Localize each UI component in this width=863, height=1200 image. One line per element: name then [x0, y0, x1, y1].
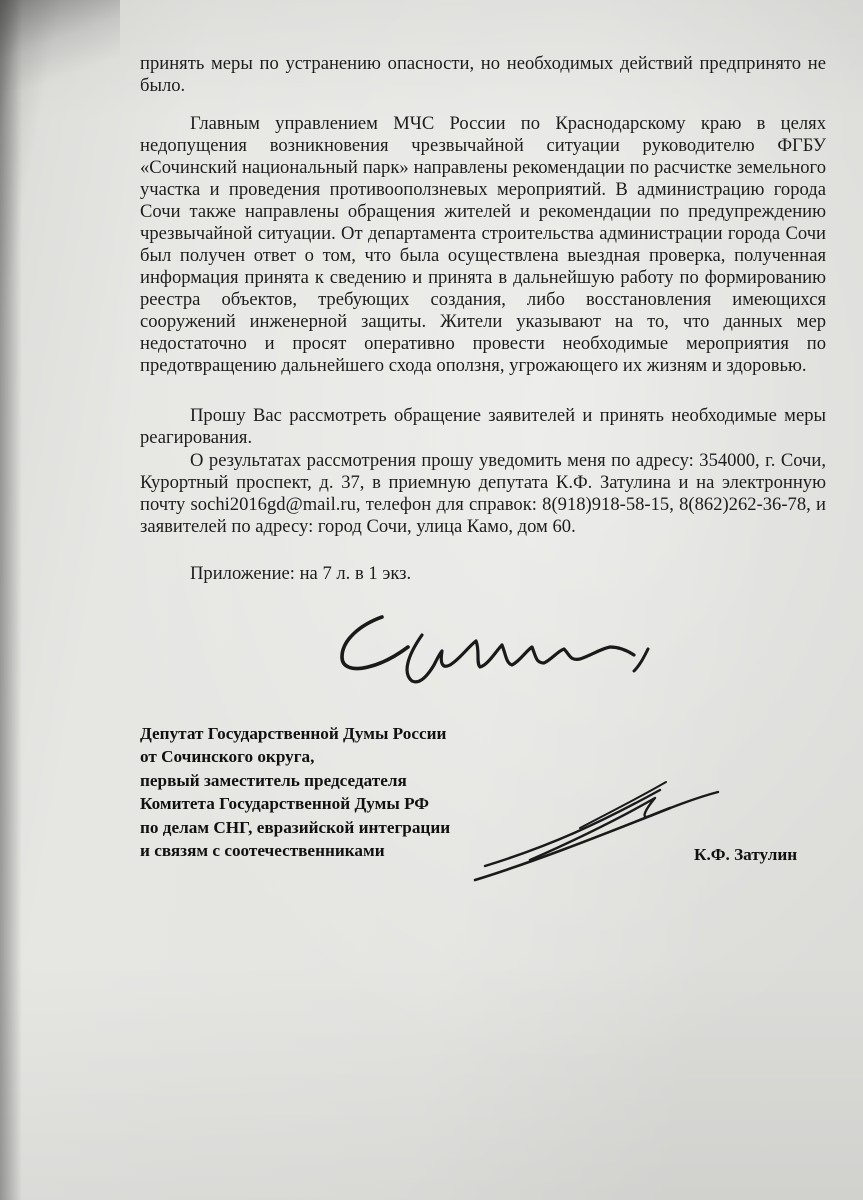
handwritten-signature — [470, 768, 730, 893]
paragraph-text: Прошу Вас рассмотреть обращение заявителей и принять необходимые меры реагирования. — [140, 405, 826, 448]
signatory-position — [140, 722, 520, 862]
position-line: Депутат Государственной Думы России — [140, 724, 447, 743]
letter-paragraph-4 — [140, 450, 826, 538]
corner-shadow — [0, 0, 120, 90]
letter-paragraph-2 — [140, 113, 826, 377]
position-line: и связям с соотечественниками — [140, 841, 385, 861]
page-edge-shadow — [0, 0, 22, 1200]
position-line: от Сочинского округа, — [140, 747, 315, 767]
attachment-note: Приложение: на 7 л. в 1 экз. — [190, 563, 412, 584]
paragraph-text: О результатах рассмотрения прошу уведомить меня по адресу: 354000, г. Сочи, Курортный проспект, д. 37, в приемную депутата К.Ф. Затулина и на электронную почту sochi2016gd@mail.ru, телефон для справок: 8(918)918-58-15, 8(862)262-36-78, и заявителей по адресу: город Сочи, улица Камо, дом 60. — [140, 450, 826, 537]
position-line: первый заместитель председателя — [140, 770, 407, 790]
paragraph-text: Главным управлением МЧС России по Краснодарскому краю в целях недопущения возникновения чрезвычайной ситуации руководителю ФГБУ «Сочинский национальный парк» направлены рекомендации по расчистке земельного участка и проведения противооползневых мероприятий. В администрацию города Сочи также направлены обращения жителей и рекомендации по предупреждению чрезвычайной ситуации. От департамента строительства администрации города Сочи был получен ответ о том, что была осуществлена выездная проверка, полученная информация принята к сведению и принята в дальнейшую работу по формированию реестра объектов, требующих создания, либо восстановления имеющихся сооружений инженерной защиты. Жители указывают на то, что данных мер недостаточно и просят оперативно провести необходимые мероприятия по предотвращению дальнейшего схода оползня, угрожающего их жизням и здоровью. — [140, 113, 826, 376]
paragraph-text: принять меры по устранению опасности, но необходимых действий предпринято не было. — [140, 53, 826, 96]
signatory-name: К.Ф. Затулин — [694, 845, 798, 864]
position-line: по делам СНГ, евразийской интеграции — [140, 817, 451, 837]
handwritten-closing-signature — [330, 595, 660, 705]
position-line: Комитета Государственной Думы РФ — [140, 794, 430, 814]
letter-paragraph-3 — [140, 405, 826, 449]
letter-paragraph-1 — [140, 53, 826, 97]
